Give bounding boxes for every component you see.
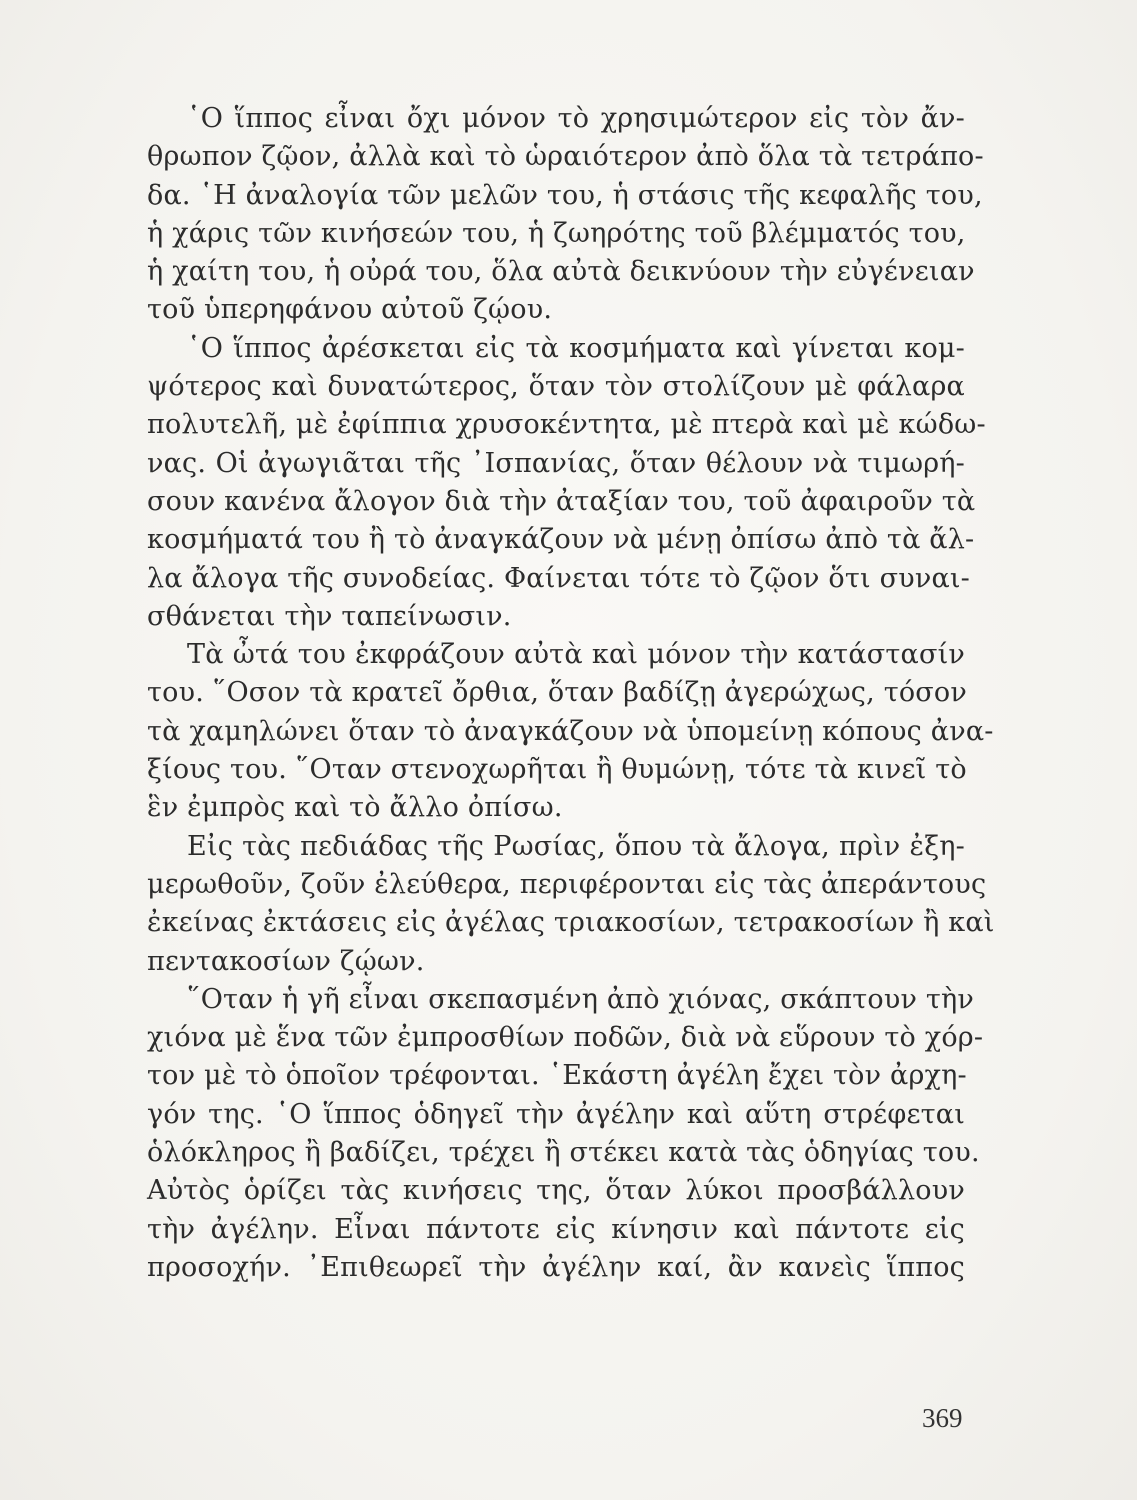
- text-line: ξίους του. ῞Οταν στενοχωρῆται ἢ θυμώνῃ, τότε τὰ κινεῖ τὸ: [147, 754, 967, 786]
- text-line: τὴν ἀγέλην. Εἶναι πάντοτε εἰς κίνησιν καὶ πάντοτε εἰς: [147, 1213, 965, 1245]
- text-line: τοῦ ὑπερηφάνου αὐτοῦ ζῴου.: [147, 294, 553, 326]
- body-text: [147, 100, 995, 1287]
- text-line: ῞Οταν ἡ γῆ εἶναι σκεπασμένη ἀπὸ χιόνας, σκάπτουν τὴν: [187, 983, 975, 1015]
- text-line: γόν της. ῾Ο ἵππος ὁδηγεῖ τὴν ἀγέλην καὶ αὕτη στρέφεται: [147, 1098, 965, 1130]
- text-line: μερωθοῦν, ζοῦν ἐλεύθερα, περιφέρονται εἰς τὰς ἀπεράντους: [147, 868, 987, 900]
- text-line: ῾Ο ἵππος εἶναι ὄχι μόνον τὸ χρησιμώτερον εἰς τὸν ἄν-: [187, 103, 965, 134]
- text-line: πολυτελῆ, μὲ ἐφίππια χρυσοκέντητα, μὲ πτερὰ καὶ μὲ κώδω-: [147, 409, 986, 441]
- text-line: του. ῞Οσον τὰ κρατεῖ ὄρθια, ὅταν βαδίζῃ ἀγερώχως, τόσον: [147, 677, 967, 709]
- text-line: σθάνεται τὴν ταπείνωσιν.: [147, 600, 512, 632]
- text-line: ἡ χαίτη του, ἡ οὐρά του, ὅλα αὐτὰ δεικνύουν τὴν εὐγένειαν: [147, 256, 975, 288]
- text-line: πεντακοσίων ζῴων.: [147, 945, 425, 977]
- text-line: ψότερος καὶ δυνατώτερος, ὅταν τὸν στολίζουν μὲ φάλαρα: [147, 371, 965, 403]
- text-line: τὰ χαμηλώνει ὅταν τὸ ἀναγκάζουν νὰ ὑπομείνῃ κόπους ἀνα-: [147, 715, 994, 747]
- text-line: σουν κανένα ἄλογον διὰ τὴν ἀταξίαν του, τοῦ ἀφαιροῦν τὰ: [147, 485, 976, 517]
- page-number: 369: [922, 1403, 963, 1433]
- text-line: Εἰς τὰς πεδιάδας τῆς Ρωσίας, ὅπου τὰ ἄλογα, πρὶν ἐξη-: [187, 830, 965, 862]
- text-line: ἡ χάρις τῶν κινήσεών του, ἡ ζωηρότης τοῦ βλέμματός του,: [147, 217, 966, 249]
- text-line: λα ἄλογα τῆς συνοδείας. Φαίνεται τότε τὸ ζῷον ὅτι συναι-: [147, 562, 970, 594]
- text-line: κοσμήματά του ἢ τὸ ἀναγκάζουν νὰ μένῃ ὀπίσω ἀπὸ τὰ ἄλ-: [147, 524, 975, 556]
- text-line: τον μὲ τὸ ὁποῖον τρέφονται. ῾Εκάστη ἀγέλη ἔχει τὸν ἀρχη-: [147, 1060, 967, 1092]
- text-line: θρωπον ζῷον, ἀλλὰ καὶ τὸ ὡραιότερον ἀπὸ ὅλα τὰ τετράπο-: [147, 141, 984, 173]
- text-line: δα. ῾Η ἀναλογία τῶν μελῶν του, ἡ στάσις τῆς κεφαλῆς του,: [147, 179, 983, 211]
- text-line: ὁλόκληρος ἢ βαδίζει, τρέχει ἢ στέκει κατὰ τὰς ὁδηγίας του.: [147, 1137, 980, 1169]
- text-line: ῾Ο ἵππος ἀρέσκεται εἰς τὰ κοσμήματα καὶ γίνεται κομ-: [187, 332, 965, 364]
- text-line: χιόνα μὲ ἕνα τῶν ἐμπροσθίων ποδῶν, διὰ νὰ εὕρουν τὸ χόρ-: [147, 1022, 984, 1054]
- text-line: Τὰ ὦτά του ἐκφράζουν αὐτὰ καὶ μόνον τὴν κατάστασίν: [187, 639, 965, 671]
- text-line: ἓν ἐμπρὸς καὶ τὸ ἄλλο ὀπίσω.: [147, 792, 563, 824]
- text-line: προσοχήν. ᾿Επιθεωρεῖ τὴν ἀγέλην καί, ἂν κανεὶς ἵππος: [147, 1251, 965, 1283]
- text-line: Αὐτὸς ὁρίζει τὰς κινήσεις της, ὅταν λύκοι προσβάλλουν: [147, 1175, 965, 1207]
- text-line: ἐκείνας ἐκτάσεις εἰς ἀγέλας τριακοσίων, τετρακοσίων ἢ καὶ: [147, 907, 995, 939]
- text-line: νας. Οἱ ἀγωγιᾶται τῆς ᾿Ισπανίας, ὅταν θέλουν νὰ τιμωρή-: [147, 447, 965, 479]
